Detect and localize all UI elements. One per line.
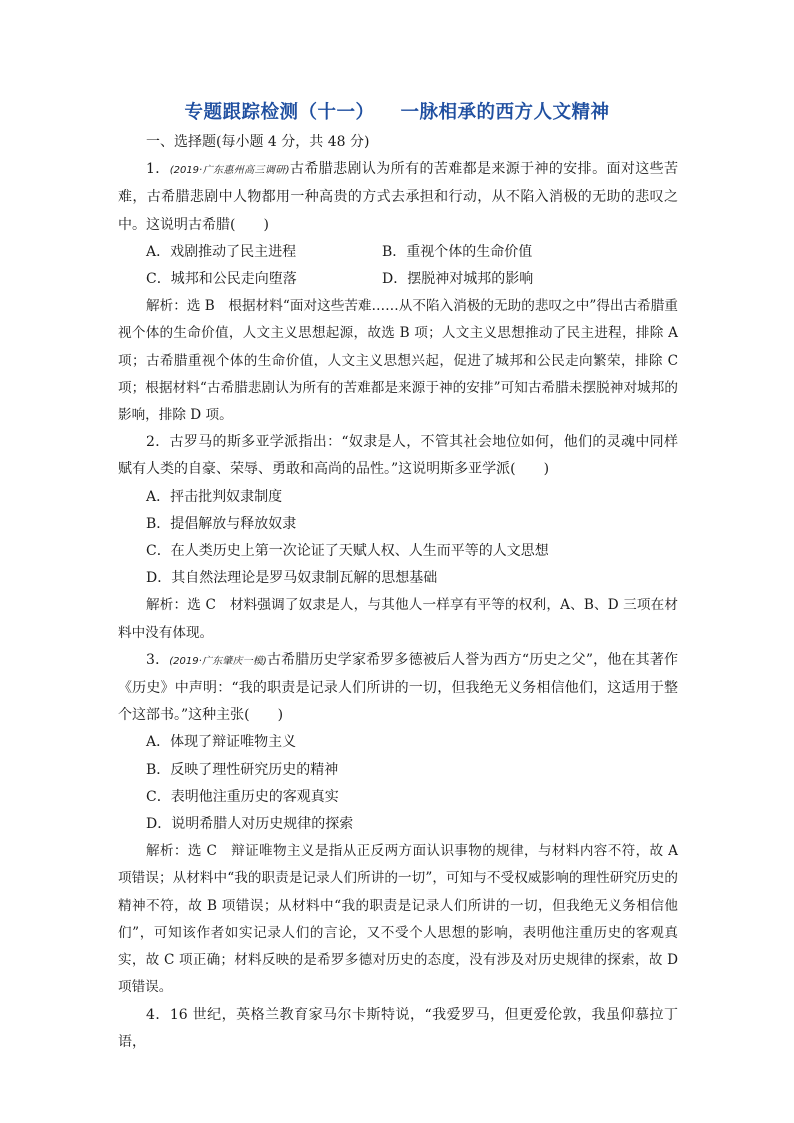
question-text: 古希腊悲剧认为所有的苦难都是来源于神的安排。面对这些苦难，古希腊悲剧中人物都用一种高贵的方式去承担和行动，从不陷入消极的无助的悲叹之中。这说明古希腊( ): [118, 161, 678, 233]
question-number: 1．: [146, 161, 170, 178]
document-body: [118, 129, 678, 1056]
question-1-stem: [118, 156, 678, 239]
option-c: C．城邦和公民走向堕落: [146, 271, 297, 288]
option-d: D．其自然法理论是罗马奴隶制瓦解的思想基础: [146, 570, 438, 587]
question-1-options-row-2: [118, 266, 678, 293]
option-d: D．摆脱神对城邦的影响: [382, 271, 534, 288]
option-c: C．表明他注重历史的客观真实: [146, 788, 339, 805]
question-1-options-row-1: [118, 239, 678, 266]
question-3-analysis: 解析：选 C 辩证唯物主义是指从正反两方面认识事物的规律，与材料内容不符，故 A 项错误；从材料中“我的职责是记录人们所讲的一切”，可知与不受权威影响的理性研究历史的精神不符，故 B 项错误；从材料中“我的职责是记录人们所讲的一切，但我绝无义务相信他们”，可知该作者如实记录人们的言论，又不受个人思想的影响，表明他注重历史的客观真实，故 C 项正确；材料反映的是希罗多德对历史的态度，没有涉及对历史规律的探索，故 D 项错误。: [118, 843, 678, 996]
title-sub: 一脉相承的西方人文精神: [400, 102, 610, 123]
title-main: 专题跟踪检测（十一）: [184, 102, 375, 123]
option-a: A．体现了辩证唯物主义: [146, 734, 297, 751]
question-2-analysis: 解析：选 C 材料强调了奴隶是人，与其他人一样享有平等的权利，A、B、D 三项在材料中没有体现。: [118, 597, 678, 641]
question-1-analysis: 解析：选 B 根据材料“面对这些苦难……从不陷入消极的无助的悲叹之中”得出古希腊重视个体的生命价值，人文主义思想起源，故选 B 项；人文主义思想推动了民主进程，排除 A 项；古希腊重视个体的生命价值，人文主义思想兴起，促进了城邦和公民走向繁荣，排除 C 项；根据材料“古希腊悲剧认为所有的苦难都是来源于神的安排”可知古希腊未摆脱神对城邦的影响，排除 D 项。: [118, 298, 678, 424]
question-number: 3．: [146, 651, 170, 668]
question-4-stem: 4．16 世纪，英格兰教育家马尔卡斯特说，“我爱罗马，但更爱伦敦，我虽仰慕拉丁语，: [118, 1006, 678, 1050]
option-a: A．抨击批判奴隶制度: [146, 488, 283, 505]
section-heading: 一、选择题(每小题 4 分，共 48 分): [146, 134, 370, 150]
option-a: A．戏剧推动了民主进程: [146, 243, 297, 260]
question-text: 古希腊历史学家希罗多德被后人誉为西方“历史之父”，他在其著作《历史》中声明：“我的职责是记录人们所讲的一切，但我绝无义务相信他们，这适用于整个这部书。”这种主张( ): [118, 651, 678, 724]
question-source: (2019·广东惠州高三调研): [169, 165, 290, 177]
question-source: (2019·广东肇庆一模): [169, 655, 267, 667]
option-b: B．提倡解放与释放奴隶: [146, 515, 297, 532]
option-b: B．重视个体的生命价值: [382, 243, 533, 260]
question-3-stem: [118, 647, 678, 730]
option-c: C．在人类历史上第一次论证了天赋人权、人生而平等的人文思想: [146, 543, 549, 560]
option-b: B．反映了理性研究历史的精神: [146, 761, 339, 778]
option-d: D．说明希腊人对历史规律的探索: [146, 816, 354, 833]
page-title: [0, 98, 794, 124]
question-2-stem: 2．古罗马的斯多亚学派指出：“奴隶是人，不管其社会地位如何，他们的灵魂中同样赋有人类的自豪、荣辱、勇敢和高尚的品性。”这说明斯多亚学派( ): [118, 434, 678, 478]
